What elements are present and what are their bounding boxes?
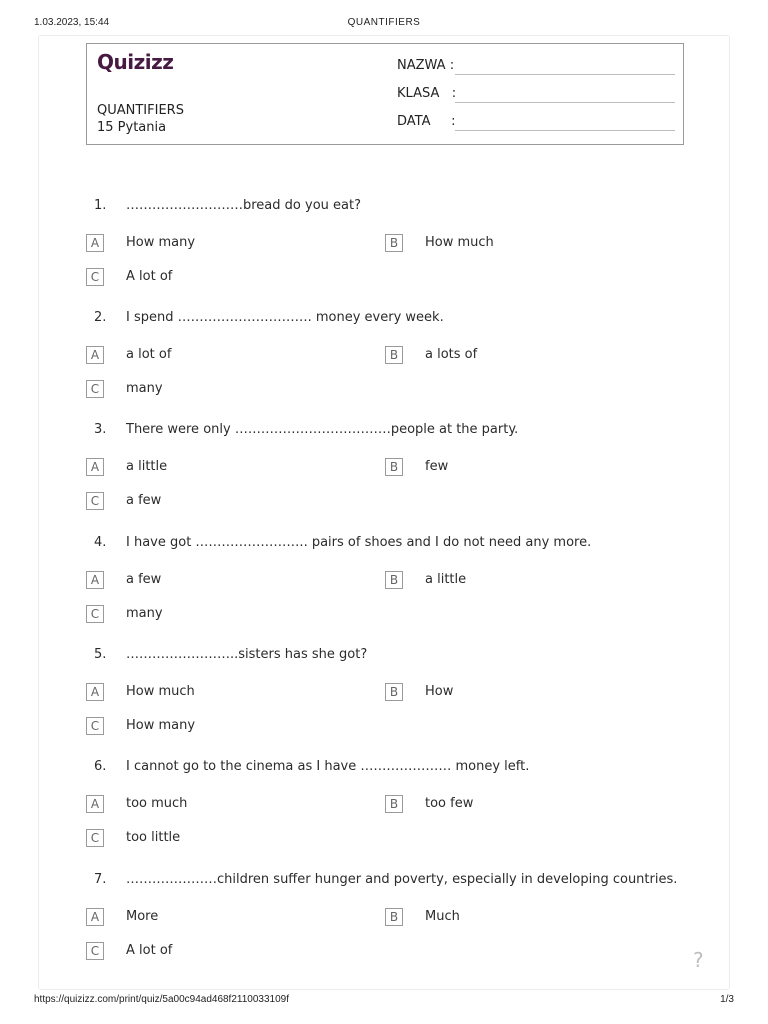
option-text: A lot of: [126, 943, 173, 958]
option-letter-box: B: [385, 908, 403, 926]
option-text: a lot of: [126, 347, 172, 362]
question-text: I spend …………………………. money every week.: [126, 310, 444, 325]
quiz-info-box: [86, 43, 684, 145]
option-letter-box: A: [86, 683, 104, 701]
option-text: a lots of: [425, 347, 478, 362]
name-field: [397, 58, 675, 76]
option-letter-box: A: [86, 458, 104, 476]
date-label: DATA :: [397, 114, 456, 129]
option-text: a little: [425, 572, 467, 587]
option-letter-box: C: [86, 942, 104, 960]
question-number: 5.: [94, 647, 107, 662]
option-letter-box: B: [385, 458, 403, 476]
name-label: NAZWA :: [397, 58, 455, 73]
question-number: 7.: [94, 872, 107, 887]
print-datetime: 1.03.2023, 15:44: [34, 17, 110, 28]
class-line: [455, 102, 675, 103]
print-title: QUANTIFIERS: [347, 17, 421, 28]
option-letter-box: B: [385, 571, 403, 589]
option-text: a little: [126, 459, 168, 474]
print-url: https://quizizz.com/print/quiz/5a00c94ad468f2110033109f: [34, 994, 289, 1005]
option-letter-box: C: [86, 380, 104, 398]
option-text: How: [425, 684, 454, 699]
question-text: …………………children suffer hunger and poverty, especially in developing countries.: [126, 872, 678, 887]
option-text: a few: [126, 572, 162, 587]
question-text: ………………………bread do you eat?: [126, 198, 361, 213]
option-text: many: [126, 606, 163, 621]
question-text: ……………………..sisters has she got?: [126, 647, 368, 662]
question-text: I have got …………………….. pairs of shoes and I do not need any more.: [126, 535, 592, 550]
option-letter-box: B: [385, 795, 403, 813]
option-text: too much: [126, 796, 188, 811]
option-text: Much: [425, 909, 460, 924]
question-2: [0, 310, 768, 420]
option-text: More: [126, 909, 159, 924]
question-1: [0, 198, 768, 308]
option-letter-box: B: [385, 346, 403, 364]
question-text: There were only ………………………………people at the party.: [126, 422, 519, 437]
question-5: [0, 647, 768, 757]
option-text: How much: [126, 684, 195, 699]
class-field: [397, 86, 675, 104]
option-letter-box: C: [86, 717, 104, 735]
question-number: 3.: [94, 422, 107, 437]
quizizz-logo: Quizizz: [97, 50, 174, 74]
page-number: 1/3: [720, 994, 734, 1005]
option-text: a few: [126, 493, 162, 508]
quiz-title: QUANTIFIERS: [97, 103, 184, 118]
option-letter-box: A: [86, 346, 104, 364]
question-7: [0, 872, 768, 982]
option-letter-box: A: [86, 571, 104, 589]
date-line: [455, 130, 675, 131]
option-text: How many: [126, 235, 196, 250]
option-letter-box: C: [86, 605, 104, 623]
option-text: too little: [126, 830, 181, 845]
option-letter-box: A: [86, 234, 104, 252]
print-header: [34, 17, 734, 31]
question-4: [0, 535, 768, 645]
name-line: [455, 74, 675, 75]
option-text: many: [126, 381, 163, 396]
option-letter-box: C: [86, 268, 104, 286]
question-number: 4.: [94, 535, 107, 550]
question-6: [0, 759, 768, 869]
option-letter-box: A: [86, 908, 104, 926]
option-letter-box: A: [86, 795, 104, 813]
print-footer: [34, 994, 734, 1008]
question-number: 6.: [94, 759, 107, 774]
option-letter-box: B: [385, 234, 403, 252]
option-letter-box: C: [86, 829, 104, 847]
option-text: How much: [425, 235, 494, 250]
question-mark-icon[interactable]: ?: [693, 948, 704, 972]
option-letter-box: B: [385, 683, 403, 701]
option-text: too few: [425, 796, 474, 811]
date-field: [397, 114, 675, 132]
option-letter-box: C: [86, 492, 104, 510]
question-3: [0, 422, 768, 532]
option-text: How many: [126, 718, 196, 733]
question-text: I cannot go to the cinema as I have ………………… money left.: [126, 759, 530, 774]
question-number: 2.: [94, 310, 107, 325]
option-text: A lot of: [126, 269, 173, 284]
question-count: 15 Pytania: [97, 120, 167, 135]
class-label: KLASA :: [397, 86, 457, 101]
option-text: few: [425, 459, 449, 474]
question-number: 1.: [94, 198, 107, 213]
